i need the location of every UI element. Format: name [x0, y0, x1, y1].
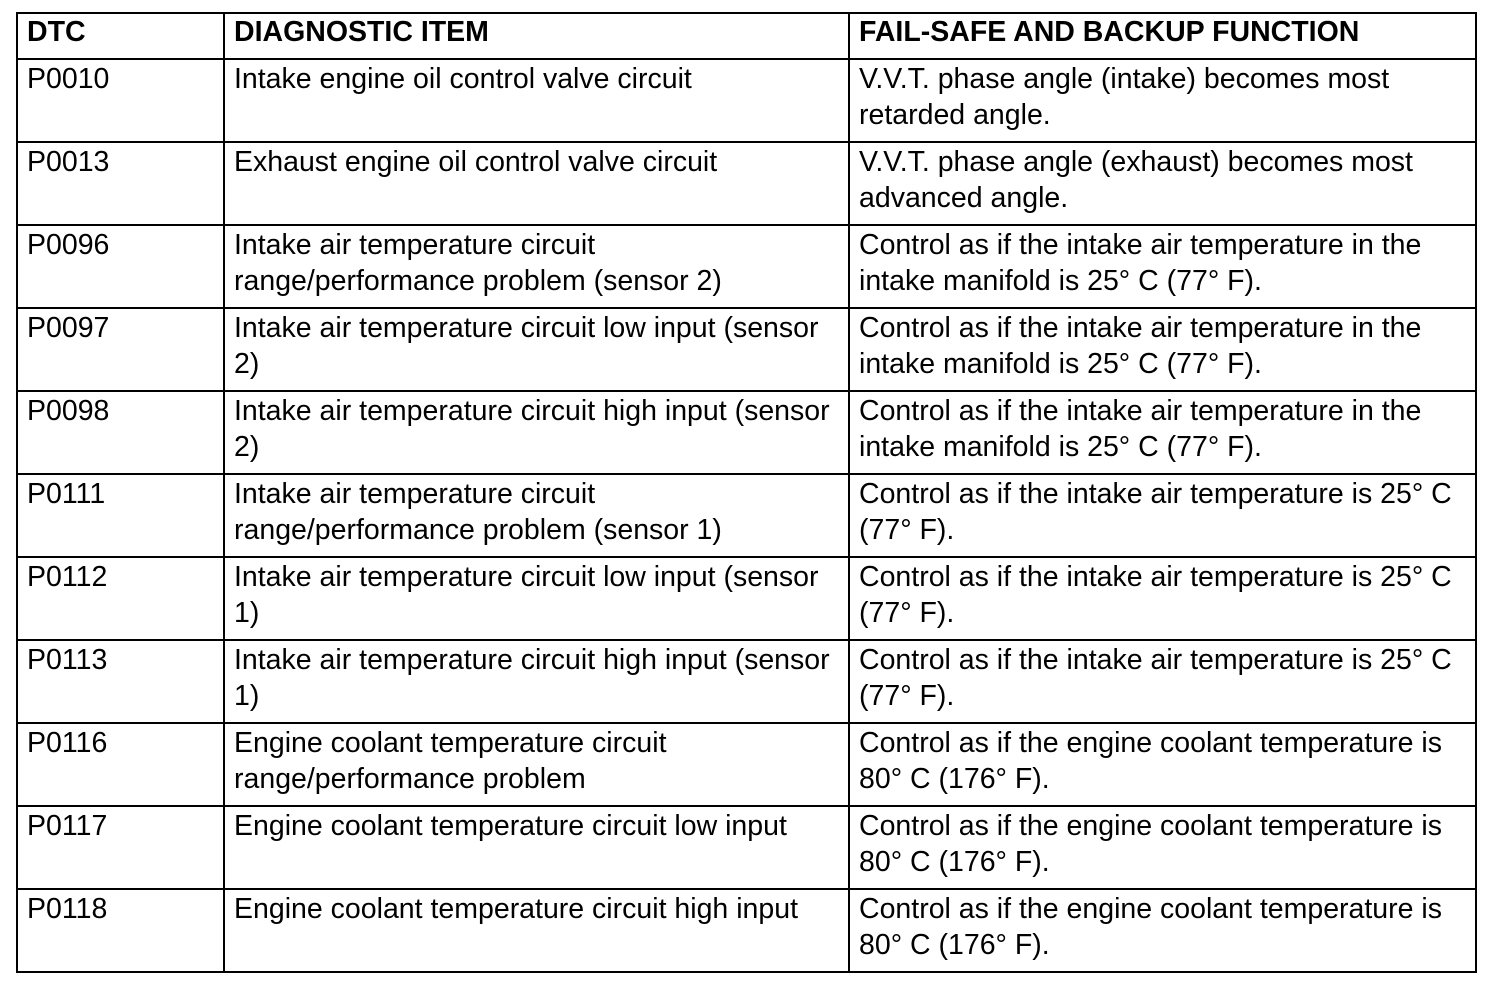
cell-diagnostic-item: Intake air temperature circuit high input (sensor 2): [224, 391, 849, 474]
table-row: [17, 640, 1476, 723]
cell-dtc: P0116: [17, 723, 224, 806]
table-row: [17, 142, 1476, 225]
cell-fail-safe-function: Control as if the intake air temperature in the intake manifold is 25° C (77° F).: [849, 225, 1476, 308]
cell-fail-safe-function: Control as if the intake air temperature is 25° C (77° F).: [849, 640, 1476, 723]
cell-fail-safe-function: V.V.T. phase angle (exhaust) becomes most advanced angle.: [849, 142, 1476, 225]
cell-dtc: P0010: [17, 59, 224, 142]
cell-diagnostic-item: Engine coolant temperature circuit high input: [224, 889, 849, 972]
cell-fail-safe-function: Control as if the intake air temperature in the intake manifold is 25° C (77° F).: [849, 308, 1476, 391]
cell-fail-safe-function: Control as if the intake air temperature is 25° C (77° F).: [849, 474, 1476, 557]
table-row: [17, 225, 1476, 308]
cell-diagnostic-item: Exhaust engine oil control valve circuit: [224, 142, 849, 225]
cell-fail-safe-function: V.V.T. phase angle (intake) becomes most retarded angle.: [849, 59, 1476, 142]
cell-diagnostic-item: Engine coolant temperature circuit range/performance problem: [224, 723, 849, 806]
cell-dtc: P0118: [17, 889, 224, 972]
dtc-table: [16, 12, 1477, 973]
cell-fail-safe-function: Control as if the intake air temperature is 25° C (77° F).: [849, 557, 1476, 640]
cell-fail-safe-function: Control as if the engine coolant temperature is 80° C (176° F).: [849, 889, 1476, 972]
table-row: [17, 474, 1476, 557]
cell-dtc: P0117: [17, 806, 224, 889]
cell-dtc: P0097: [17, 308, 224, 391]
header-fail-safe-function: FAIL-SAFE AND BACKUP FUNCTION: [849, 13, 1476, 59]
table-row: [17, 889, 1476, 972]
cell-diagnostic-item: Intake air temperature circuit range/performance problem (sensor 2): [224, 225, 849, 308]
cell-dtc: P0111: [17, 474, 224, 557]
cell-diagnostic-item: Intake air temperature circuit range/performance problem (sensor 1): [224, 474, 849, 557]
table-body: [17, 59, 1476, 972]
cell-diagnostic-item: Intake air temperature circuit high input (sensor 1): [224, 640, 849, 723]
header-dtc: DTC: [17, 13, 224, 59]
table-row: [17, 391, 1476, 474]
cell-fail-safe-function: Control as if the intake air temperature in the intake manifold is 25° C (77° F).: [849, 391, 1476, 474]
table-header: [17, 13, 1476, 59]
header-row: [17, 13, 1476, 59]
cell-dtc: P0096: [17, 225, 224, 308]
cell-dtc: P0098: [17, 391, 224, 474]
cell-diagnostic-item: Engine coolant temperature circuit low input: [224, 806, 849, 889]
cell-dtc: P0112: [17, 557, 224, 640]
cell-dtc: P0013: [17, 142, 224, 225]
table-row: [17, 557, 1476, 640]
cell-diagnostic-item: Intake air temperature circuit low input (sensor 1): [224, 557, 849, 640]
cell-diagnostic-item: Intake air temperature circuit low input (sensor 2): [224, 308, 849, 391]
cell-diagnostic-item: Intake engine oil control valve circuit: [224, 59, 849, 142]
cell-fail-safe-function: Control as if the engine coolant temperature is 80° C (176° F).: [849, 723, 1476, 806]
table-row: [17, 59, 1476, 142]
table-row: [17, 308, 1476, 391]
header-diagnostic-item: DIAGNOSTIC ITEM: [224, 13, 849, 59]
table-row: [17, 806, 1476, 889]
cell-dtc: P0113: [17, 640, 224, 723]
table-row: [17, 723, 1476, 806]
cell-fail-safe-function: Control as if the engine coolant temperature is 80° C (176° F).: [849, 806, 1476, 889]
